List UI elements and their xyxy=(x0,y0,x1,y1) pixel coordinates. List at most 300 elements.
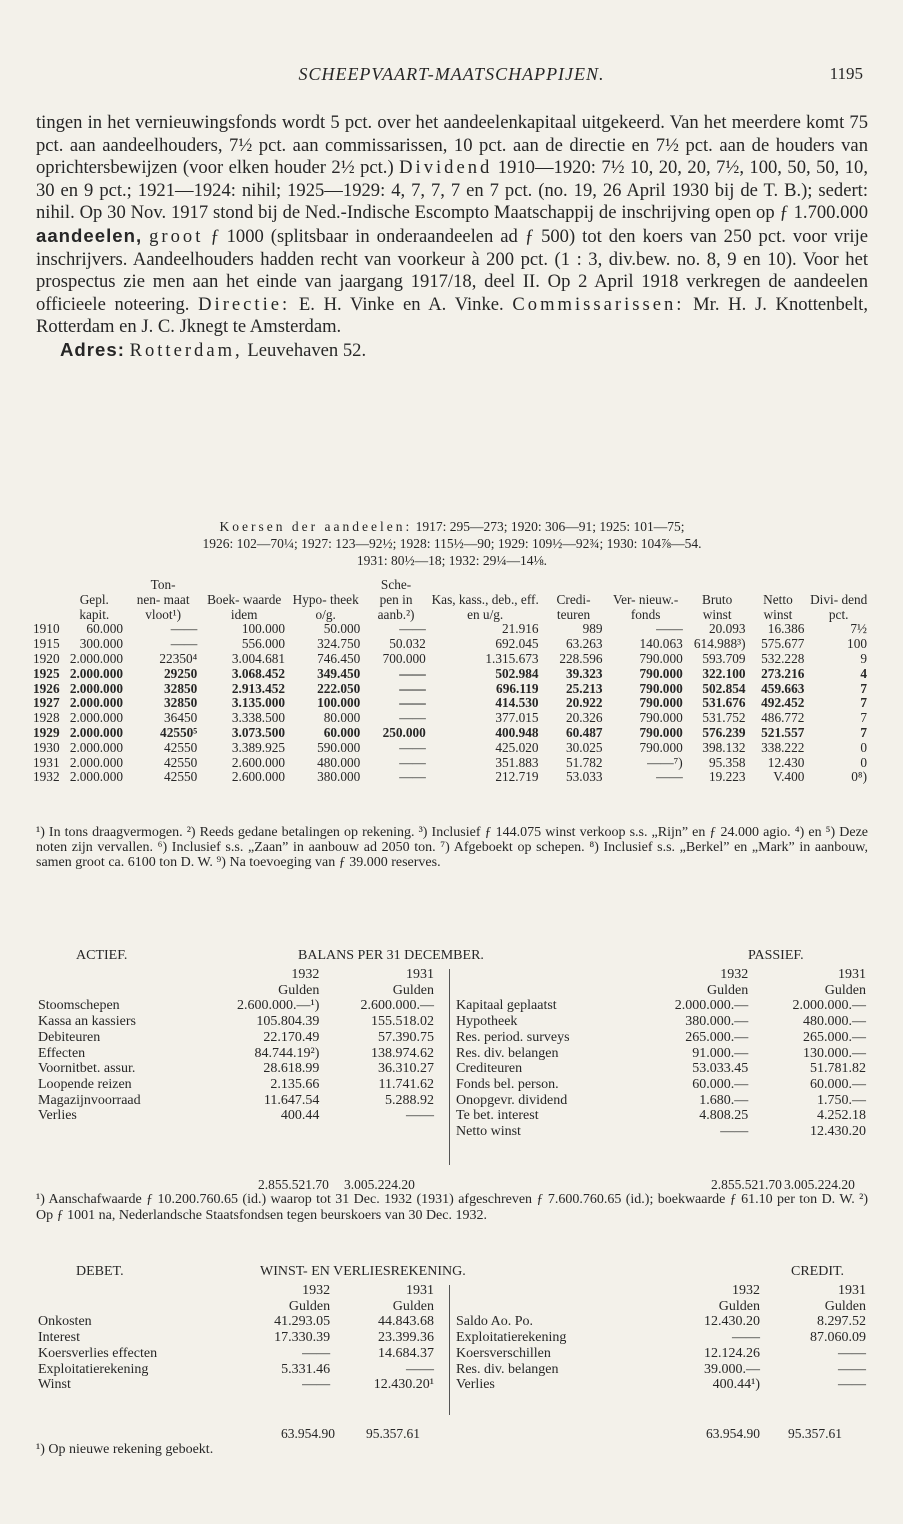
ledger-item: Onopgevr. dividend xyxy=(456,1092,568,1108)
column-header xyxy=(126,578,200,622)
table-cell: —— xyxy=(399,665,426,681)
table-cell: 39.323 xyxy=(565,665,603,681)
table-cell: 22350⁴ xyxy=(159,650,198,666)
aandeelen-label: aandeelen, xyxy=(36,224,143,246)
table-cell: 80.000 xyxy=(323,710,361,726)
directie-label: Directie: xyxy=(198,293,291,315)
ledger-item: Verlies xyxy=(38,1108,77,1124)
ledger-row xyxy=(454,1030,868,1046)
table-cell: 222.050 xyxy=(317,680,361,696)
winst-title: WINST- EN VERLIESREKENING. xyxy=(260,1264,466,1279)
column-header xyxy=(606,578,686,622)
table-cell: 377.015 xyxy=(495,710,539,726)
column-header xyxy=(288,578,363,622)
statistics-table xyxy=(30,578,870,785)
table-cell: 2.600.000 xyxy=(231,769,286,785)
balans-totals xyxy=(36,1177,868,1193)
table-cell: 790.000 xyxy=(639,650,683,666)
unit-label: Gulden xyxy=(392,982,434,998)
table-cell: 100 xyxy=(847,636,867,652)
column-header-label: Ver- nieuw.- fonds xyxy=(612,591,679,622)
table-cell: 531.752 xyxy=(702,710,746,726)
table-cell: 556.000 xyxy=(241,636,286,652)
ledger-item: Onkosten xyxy=(38,1314,92,1330)
ledger-item: Te bet. interest xyxy=(456,1108,539,1124)
column-header-label: Divi- dend pct. xyxy=(810,591,868,622)
table-cell: 2.000.000 xyxy=(69,710,123,726)
divider xyxy=(449,1285,450,1415)
ledger-item: Magazijnvoorraad xyxy=(38,1092,141,1108)
table-cell: 790.000 xyxy=(639,710,683,726)
column-header xyxy=(429,578,542,622)
unit-label: Gulden xyxy=(288,1298,331,1314)
passief-side xyxy=(454,967,868,1140)
table-cell: 20.922 xyxy=(565,695,603,711)
ledger-item: Res. div. belangen xyxy=(456,1045,559,1061)
table-cell: 2.000.000 xyxy=(69,724,123,740)
table-cell: 3.004.681 xyxy=(231,650,286,666)
ledger-item: Winst xyxy=(38,1377,71,1393)
table-header-row xyxy=(30,578,870,622)
ledger-row xyxy=(36,1030,436,1046)
ledger-value: 2.000.000.— xyxy=(674,998,749,1014)
table-cell: —— xyxy=(399,769,426,785)
year-label: 1931 xyxy=(406,1283,434,1298)
ledger-value: 51.781.82 xyxy=(810,1061,866,1077)
year-cell: 1927 xyxy=(33,695,60,711)
column-header xyxy=(542,578,606,622)
ledger-item: Koersverschillen xyxy=(456,1345,551,1361)
ledger-value: 87.060.09 xyxy=(810,1330,866,1346)
column-header xyxy=(30,578,63,622)
column-header-top: Ton- xyxy=(150,577,176,592)
ledger-value: 2.600.000.— xyxy=(360,998,434,1014)
ledger-row xyxy=(36,1093,436,1109)
table-cell: 400.948 xyxy=(495,724,539,740)
total-value: 63.954.90 xyxy=(706,1426,760,1441)
ledger-value: 12.430.20 xyxy=(810,1124,866,1140)
table-cell: 16.386 xyxy=(767,621,805,637)
ledger-value: 41.293.05 xyxy=(274,1314,331,1330)
table-cell: 12.430 xyxy=(767,754,805,770)
ledger-row xyxy=(36,1108,436,1124)
ledger-value: 2.000.000.— xyxy=(792,998,866,1014)
ledger-value: 2.600.000.—¹) xyxy=(237,998,320,1014)
ledger-value: 1.750.— xyxy=(817,1092,866,1108)
ledger-value: 53.033.45 xyxy=(692,1061,749,1077)
winst-sheet xyxy=(36,1283,868,1423)
column-header-top: Sche- xyxy=(380,577,412,592)
ledger-row xyxy=(454,1046,868,1062)
table-cell: 989 xyxy=(582,621,603,637)
ledger-value: 265.000.— xyxy=(803,1029,866,1045)
ledger-value: 22.170.49 xyxy=(263,1029,320,1045)
table-cell: 42550 xyxy=(164,754,198,770)
ledger-row xyxy=(454,1330,868,1346)
table-cell: 30.025 xyxy=(565,739,603,755)
ledger-row xyxy=(36,1377,436,1393)
ledger-value: —— xyxy=(720,1124,749,1140)
ledger-row xyxy=(454,1108,868,1124)
body-text: E. H. Vinke en A. Vinke. xyxy=(298,293,504,315)
table-cell: 480.000 xyxy=(317,754,361,770)
ledger-row xyxy=(36,1014,436,1030)
column-header xyxy=(807,578,870,622)
unit-label: Gulden xyxy=(824,982,866,998)
ledger-value: 44.843.68 xyxy=(378,1314,434,1330)
table-cell: 228.596 xyxy=(559,650,603,666)
table-row xyxy=(30,652,870,667)
table-cell: 1.315.673 xyxy=(485,650,539,666)
table-cell: 140.063 xyxy=(639,636,683,652)
ledger-row xyxy=(454,1124,868,1140)
credit-side xyxy=(454,1283,868,1393)
table-cell: 50.000 xyxy=(323,621,361,637)
ledger-value: 36.310.27 xyxy=(378,1061,434,1077)
table-cell: 42550⁵ xyxy=(160,724,198,740)
table-cell: —— xyxy=(399,710,426,726)
table-cell: 492.452 xyxy=(761,695,805,711)
table-cell: 4 xyxy=(860,665,867,681)
ledger-value: 380.000.— xyxy=(685,1014,749,1030)
table-row xyxy=(30,622,870,637)
table-cell: 53.033 xyxy=(565,769,603,785)
ledger-value: 57.390.75 xyxy=(378,1029,434,1045)
winst-heading xyxy=(36,1264,868,1282)
table-cell: 459.663 xyxy=(761,680,805,696)
table-cell: 60.000 xyxy=(86,621,123,637)
table-cell: 3.338.500 xyxy=(231,710,286,726)
column-header-label: Netto winst xyxy=(763,591,793,622)
table-cell: 2.600.000 xyxy=(231,754,286,770)
groot-label: groot xyxy=(149,225,204,247)
table-cell: 21.916 xyxy=(501,621,539,637)
ledger-row xyxy=(36,1362,436,1378)
koersen-block xyxy=(36,518,868,569)
table-cell: 3.135.000 xyxy=(231,695,286,711)
year-label: 1931 xyxy=(838,1283,866,1298)
year-label: 1932 xyxy=(302,1283,331,1298)
year-label: 1932 xyxy=(291,967,320,982)
table-cell: V.400 xyxy=(773,769,805,785)
table-cell: 42550 xyxy=(164,739,198,755)
ledger-value: 11.647.54 xyxy=(263,1092,320,1108)
table-cell: 790.000 xyxy=(639,680,683,696)
actief-rows xyxy=(36,998,436,1124)
year-cell: 1932 xyxy=(33,769,60,785)
table-cell: 2.000.000 xyxy=(69,769,123,785)
ledger-value: 1.680.— xyxy=(699,1092,749,1108)
credit-title: CREDIT. xyxy=(791,1264,845,1279)
debet-title: DEBET. xyxy=(76,1264,124,1279)
table-cell: 790.000 xyxy=(639,665,683,681)
unit-label: Gulden xyxy=(824,1298,866,1314)
ledger-value: 11.741.62 xyxy=(378,1076,434,1092)
ledger-row xyxy=(454,1346,868,1362)
running-head xyxy=(0,64,903,86)
table-cell: 414.530 xyxy=(495,695,539,711)
balans-footnote: ¹) Aanschafwaarde ƒ 10.200.760.65 (id.) waarop tot 31 Dec. 1932 (1931) afgeschreven ƒ 7.600.760.65 (id.); boekwaarde ƒ 61.10 per ton D. W. ²) Op ƒ 1001 na, Nederlandsche Staatsfondsen tegen beurskoers van 30 Dec. 1932. xyxy=(36,1192,868,1223)
ledger-item: Saldo Ao. Po. xyxy=(456,1314,534,1330)
year-cell: 1910 xyxy=(33,621,60,637)
ledger-value: 84.744.19²) xyxy=(254,1045,320,1061)
table-cell: 521.557 xyxy=(761,724,805,740)
ledger-value: 2.135.66 xyxy=(270,1076,320,1092)
ledger-row xyxy=(36,1061,436,1077)
ledger-value: 480.000.— xyxy=(803,1014,866,1030)
total-value: 3.005.224.20 xyxy=(784,1177,855,1192)
table-cell: 696.119 xyxy=(496,680,539,696)
ledger-value: 5.331.46 xyxy=(281,1361,331,1377)
total-value: 2.855.521.70 xyxy=(258,1177,329,1192)
year-cell: 1929 xyxy=(33,724,60,740)
column-header-label: nen- maat vloot¹) xyxy=(136,591,190,622)
column-header xyxy=(686,578,749,622)
table-cell: 19.223 xyxy=(708,769,746,785)
ledger-row xyxy=(454,1093,868,1109)
table-cell: 502.984 xyxy=(495,665,539,681)
table-cell: 380.000 xyxy=(317,769,361,785)
table-cell: 324.750 xyxy=(317,636,361,652)
ledger-item: Fonds bel. person. xyxy=(456,1076,559,1092)
year-cell: 1926 xyxy=(33,680,60,696)
table-cell: 2.000.000 xyxy=(69,650,123,666)
actief-title: ACTIEF. xyxy=(76,948,128,963)
table-cell: 250.000 xyxy=(382,724,426,740)
ledger-item: Hypotheek xyxy=(456,1014,518,1030)
ledger-value: —— xyxy=(838,1361,866,1377)
balans-heading xyxy=(36,948,868,966)
ledger-row xyxy=(36,1046,436,1062)
table-cell: 0 xyxy=(860,754,867,770)
koersen-line: 1917: 295—273; 1920: 306—91; 1925: 101—75; xyxy=(415,519,685,534)
ledger-row xyxy=(454,1377,868,1393)
ledger-item: Interest xyxy=(38,1330,80,1346)
table-cell: —— xyxy=(656,769,683,785)
ledger-item: Verlies xyxy=(456,1377,495,1393)
debet-rows xyxy=(36,1314,436,1393)
table-cell: 32850 xyxy=(164,680,198,696)
table-row xyxy=(30,682,870,697)
ledger-item: Exploitatierekening xyxy=(38,1361,149,1377)
table-cell: 273.216 xyxy=(761,665,805,681)
table-cell: 212.719 xyxy=(495,769,539,785)
table-row xyxy=(30,741,870,756)
table-cell: 322.100 xyxy=(702,665,746,681)
ledger-value: 138.974.62 xyxy=(371,1045,434,1061)
total-value: 95.357.61 xyxy=(366,1426,420,1441)
year-label: 1932 xyxy=(720,967,749,982)
table-cell: 349.450 xyxy=(317,665,361,681)
table-cell: —— xyxy=(170,621,198,637)
table-cell: 593.709 xyxy=(702,650,746,666)
ledger-value: 105.804.39 xyxy=(256,1014,320,1030)
table-cell: 20.326 xyxy=(565,710,603,726)
ledger-value: 14.684.37 xyxy=(378,1345,434,1361)
ledger-value: 91.000.— xyxy=(692,1045,749,1061)
table-cell: 0 xyxy=(860,739,867,755)
passief-rows xyxy=(454,998,868,1139)
company-description xyxy=(36,112,868,363)
adres-city: Rotterdam, xyxy=(129,339,243,361)
table-cell: 7½ xyxy=(850,621,867,637)
table-row xyxy=(30,756,870,771)
ledger-item: Loopende reizen xyxy=(38,1076,132,1092)
ledger-value: 28.618.99 xyxy=(263,1061,320,1077)
table-cell: —— xyxy=(399,621,426,637)
table-cell: 3.389.925 xyxy=(231,739,286,755)
table-cell: 42550 xyxy=(164,769,198,785)
body-text: ƒ 1000 (splitsbaar in onderaandeelen ad ƒ 500) tot den koers van 250 pct. voor vrije inschrijvers. Aandeelhouders hadden recht van voorkeur à 200 pct. (1 : 3, div.bew. no. 8, 9 en 10). Voor het prospectus zie men aan het einde van jaargang 1917/18, deel II. Op 2 April 1918 verkregen de aandeelen officieele noteering. xyxy=(36,225,868,315)
ledger-value: 4.808.25 xyxy=(699,1108,749,1124)
ledger-row xyxy=(36,1314,436,1330)
ledger-row xyxy=(454,1061,868,1077)
table-cell: 100.000 xyxy=(317,695,361,711)
table-row xyxy=(30,770,870,785)
table-cell: 338.222 xyxy=(761,739,805,755)
commissarissen-label: Commissarissen: xyxy=(512,293,685,315)
ledger-row xyxy=(36,1330,436,1346)
ledger-row xyxy=(454,1362,868,1378)
table-cell: 7 xyxy=(860,680,867,696)
column-header-label: Hypo- theek o/g. xyxy=(292,591,359,622)
dividend-label: Dividend xyxy=(399,157,493,179)
ledger-row xyxy=(454,1077,868,1093)
table-cell: 2.000.000 xyxy=(69,739,123,755)
table-cell: 531.676 xyxy=(702,695,746,711)
table-cell: 398.132 xyxy=(702,739,746,755)
table-cell: 25.213 xyxy=(565,680,603,696)
table-cell: 2.000.000 xyxy=(69,695,123,711)
table-cell: 532.228 xyxy=(761,650,805,666)
ledger-item: Debiteuren xyxy=(38,1029,101,1045)
unit-label: Gulden xyxy=(278,982,320,998)
table-row xyxy=(30,711,870,726)
ledger-item: Crediteuren xyxy=(456,1061,523,1077)
table-cell: 590.000 xyxy=(317,739,361,755)
koersen-label: Koersen der aandeelen: xyxy=(219,519,413,534)
ledger-value: 265.000.— xyxy=(685,1029,749,1045)
body-text: 1910—1920: 7½ 10, 20, 20, 7½, 100, 50, 50, 10, 30 en 9 pct.; 1921—1924: nihil; 1925—1929: 4, 7, 7, 7 en 7 pct. (no. 19, 26 April 1930 bij de T. B.); sedert: nihil. Op 30 Nov. 1917 stond bij de Ned.-Indische Escompto Maatschappij de inschrijving open op ƒ 1.700.000 xyxy=(36,157,869,224)
ledger-row xyxy=(36,1346,436,1362)
ledger-value: 17.330.39 xyxy=(274,1330,331,1346)
table-cell: 3.068.452 xyxy=(231,665,286,681)
column-header-label: Credi- teuren xyxy=(556,591,591,622)
ledger-value: —— xyxy=(406,1108,434,1124)
table-cell: 95.358 xyxy=(708,754,746,770)
table-cell: 300.000 xyxy=(79,636,123,652)
column-header xyxy=(749,578,808,622)
winst-totals xyxy=(36,1426,868,1442)
ledger-row xyxy=(36,1077,436,1093)
ledger-value: 8.297.52 xyxy=(817,1314,866,1330)
column-header-label: Boek- waarde idem xyxy=(207,591,282,622)
table-cell: —— xyxy=(656,621,683,637)
table-cell: 36450 xyxy=(164,710,198,726)
year-cell: 1925 xyxy=(33,665,60,681)
table-cell: 692.045 xyxy=(495,636,539,652)
column-header xyxy=(63,578,126,622)
table-row xyxy=(30,667,870,682)
ledger-item: Res. period. surveys xyxy=(456,1029,570,1045)
table-cell: 746.450 xyxy=(317,650,361,666)
total-value: 3.005.224.20 xyxy=(344,1177,415,1192)
koersen-line: 1931: 80½—18; 1932: 29¼—14⅛. xyxy=(356,553,548,568)
table-cell: 700.000 xyxy=(382,650,426,666)
column-header-label: Gepl. kapit. xyxy=(79,591,110,622)
table-cell: 2.000.000 xyxy=(69,680,123,696)
unit-label: Gulden xyxy=(392,1298,434,1314)
ledger-value: 23.399.36 xyxy=(378,1330,434,1346)
ledger-value: 155.518.02 xyxy=(371,1014,434,1030)
unit-label: Gulden xyxy=(707,982,749,998)
table-cell: 29250 xyxy=(164,665,198,681)
table-cell: —— xyxy=(399,695,426,711)
table-cell: 7 xyxy=(860,710,867,726)
table-cell: 790.000 xyxy=(639,739,683,755)
column-header-label: Kas, kass., deb., eff. en u/g. xyxy=(431,591,539,622)
table-cell: 2.000.000 xyxy=(69,754,123,770)
table-cell: 425.020 xyxy=(495,739,539,755)
ledger-item: Netto winst xyxy=(456,1124,521,1140)
unit-label: Gulden xyxy=(718,1298,761,1314)
adres-street: Leuvehaven 52. xyxy=(247,339,367,361)
ledger-row xyxy=(36,998,436,1014)
table-cell: 502.854 xyxy=(702,680,746,696)
ledger-item: Exploitatierekening xyxy=(456,1330,567,1346)
table-cell: 614.988³) xyxy=(693,636,746,652)
ledger-item: Res. div. belangen xyxy=(456,1361,559,1377)
table-cell: 51.782 xyxy=(565,754,603,770)
running-title: SCHEEPVAART-MAATSCHAPPIJEN. xyxy=(298,64,605,84)
table-cell: ——⁷) xyxy=(647,754,683,770)
ledger-value: 400.44¹) xyxy=(712,1377,761,1393)
ledger-value: 12.430.20¹ xyxy=(373,1377,434,1393)
year-cell: 1928 xyxy=(33,710,60,726)
ledger-value: 60.000.— xyxy=(692,1076,749,1092)
ledger-item: Voornitbet. assur. xyxy=(38,1061,136,1077)
statistics-footnotes: ¹) In tons draagvermogen. ²) Reeds gedane betalingen op rekening. ³) Inclusief ƒ 144.075 winst verkoop s.s. „Rijn” en ƒ 24.000 agio. ⁴) en ⁵) Deze noten zijn vervallen. ⁶) Inclusief s.s. „Zaan” in aanbouw ad 2050 ton. ⁷) Afgeboekt op schepen. ⁸) Inclusief s.s. „Berkel” en „Mark” in aanbouw, samen groot ca. 6100 ton D. W. ⁹) Na toevoeging van ƒ 39.000 reserves. xyxy=(36,825,868,870)
table-cell: 790.000 xyxy=(639,695,683,711)
table-cell: 7 xyxy=(860,724,867,740)
table-cell: 60.000 xyxy=(323,724,361,740)
year-label: 1931 xyxy=(838,967,866,982)
table-cell: 50.032 xyxy=(389,636,426,652)
ledger-row xyxy=(454,1314,868,1330)
ledger-value: —— xyxy=(838,1377,866,1393)
page-number: 1195 xyxy=(829,64,863,83)
table-cell: 2.000.000 xyxy=(69,665,123,681)
table-cell: 575.677 xyxy=(761,636,805,652)
ledger-item: Kapitaal geplaatst xyxy=(456,998,557,1014)
ledger-item: Stoomschepen xyxy=(38,998,120,1014)
column-header xyxy=(363,578,428,622)
table-cell: 0⁸) xyxy=(851,769,867,785)
year-cell: 1930 xyxy=(33,739,60,755)
ledger-value: 12.430.20 xyxy=(704,1314,761,1330)
ledger-value: —— xyxy=(406,1361,434,1377)
credit-rows xyxy=(454,1314,868,1393)
ledger-value: 60.000.— xyxy=(810,1076,866,1092)
divider xyxy=(449,969,450,1165)
table-cell: 486.772 xyxy=(761,710,805,726)
year-label: 1932 xyxy=(732,1283,761,1298)
column-header xyxy=(200,578,288,622)
balans-title: BALANS PER 31 DECEMBER. xyxy=(298,948,484,963)
passief-title: PASSIEF. xyxy=(748,948,804,963)
ledger-row xyxy=(454,998,868,1014)
table-cell: 63.263 xyxy=(565,636,603,652)
